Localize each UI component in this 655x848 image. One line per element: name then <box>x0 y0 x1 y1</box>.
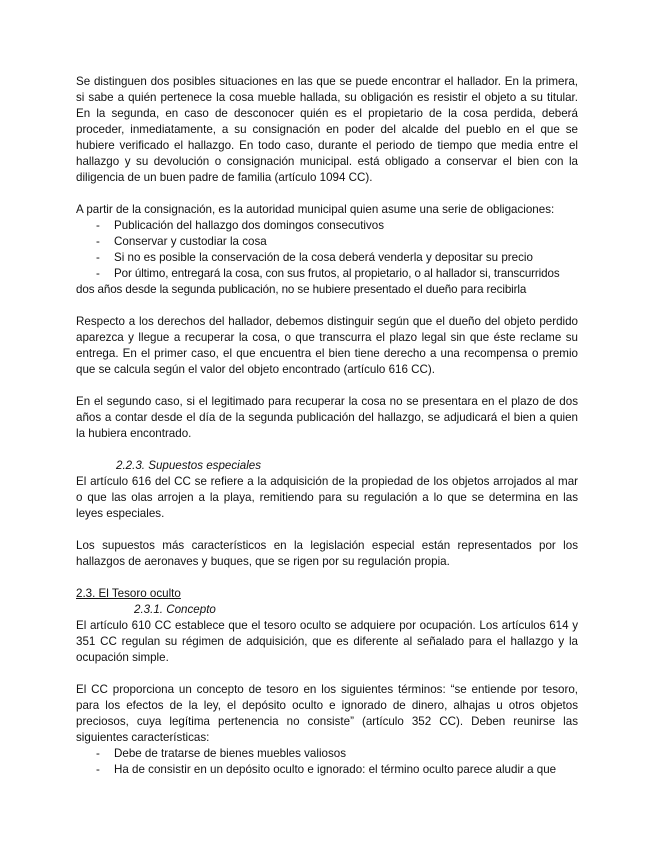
list-item: - Si no es posible la conservación de la cosa deberá venderla y depositar su precio <box>96 251 533 264</box>
paragraph-consignacion-intro: A partir de la consignación, es la autoridad municipal quien asume una serie de obligaciones: <box>76 203 555 216</box>
list-item: - Publicación del hallazgo dos domingos consecutivos <box>96 219 385 232</box>
caracteristicas-list <box>76 746 578 778</box>
obligaciones-list <box>76 218 578 266</box>
list-item-last: - Por último, entregará la cosa, con sus frutos, al propietario, o al hallador si, transcurridos dos años desde la segunda publicación, no se hubiere presentado el dueño para recibirla <box>76 267 560 296</box>
list-item: - Debe de tratarse de bienes muebles valiosos <box>96 747 347 760</box>
paragraph-derechos-hallador: Respecto a los derechos del hallador, debemos distinguir según que el dueño del objeto perdido aparezca y llegue a recuperar la cosa, o que transcurra el plazo legal sin que éste reclame su entrega. En el primer caso, el que encuentra el bien tiene derecho a una recompensa o premio que se calcula según el valor del objeto encontrado (artículo 616 CC). <box>76 315 578 376</box>
paragraph-supuestos-caracteristicos: Los supuestos más característicos en la legislación especial están representados por los hallazgos de aeronaves y buques, que se rigen por su regulación propia. <box>76 539 578 568</box>
paragraph-hallador-situaciones: Se distinguen dos posibles situaciones en las que se puede encontrar el hallador. En la primera, si sabe a quién pertenece la cosa mueble hallada, su obligación es resistir el objeto a su titular. En la segunda, en caso de desconocer quién es el propietario de la cosa perdida, deberá proceder, inmediatamente, a su consignación en poder del alcalde del pueblo en el que se hubiere verificado el hallazgo. En todo caso, durante el periodo de tiempo que media entre el hallazgo y su devolución o consignación municipal. está obligado a conservar el bien con la diligencia de un buen padre de familia (artículo 1094 CC). <box>76 75 578 184</box>
paragraph-articulo-616: El artículo 616 del CC se refiere a la adquisición de la propiedad de los objetos arrojados al mar o que las olas arrojen a la playa, remitiendo para su regulación a lo que se determina en las leyes especiales. <box>76 475 578 520</box>
heading-concepto: 2.3.1. Concepto <box>134 603 216 616</box>
heading-tesoro-oculto: 2.3. El Tesoro oculto <box>76 587 181 600</box>
paragraph-articulo-610: El artículo 610 CC establece que el tesoro oculto se adquiere por ocupación. Los artículos 614 y 351 CC regulan su régimen de adquisición, que es diferente al señalado para el hallazgo y la ocupación simple. <box>76 619 578 664</box>
paragraph-concepto-tesoro: El CC proporciona un concepto de tesoro en los siguientes términos: “se entiende por tesoro, para los efectos de la ley, el depósito oculto e ignorado de dinero, alhajas u otros objetos preciosos, cuya legítima pertenencia no consiste” (artículo 352 CC). Deben reunirse las siguientes características: <box>76 683 578 744</box>
paragraph-segundo-caso: En el segundo caso, si el legitimado para recuperar la cosa no se presentara en el plazo de dos años a contar desde el día de la segunda publicación del hallazgo, se adjudicará el bien a quien la hubiera encontrado. <box>76 395 578 440</box>
heading-supuestos-especiales: 2.2.3. Supuestos especiales <box>116 459 262 472</box>
list-item: - Ha de consistir en un depósito oculto e ignorado: el término oculto parece aludir a que <box>96 763 557 776</box>
document-page <box>76 74 578 778</box>
list-item: - Conservar y custodiar la cosa <box>96 235 267 248</box>
